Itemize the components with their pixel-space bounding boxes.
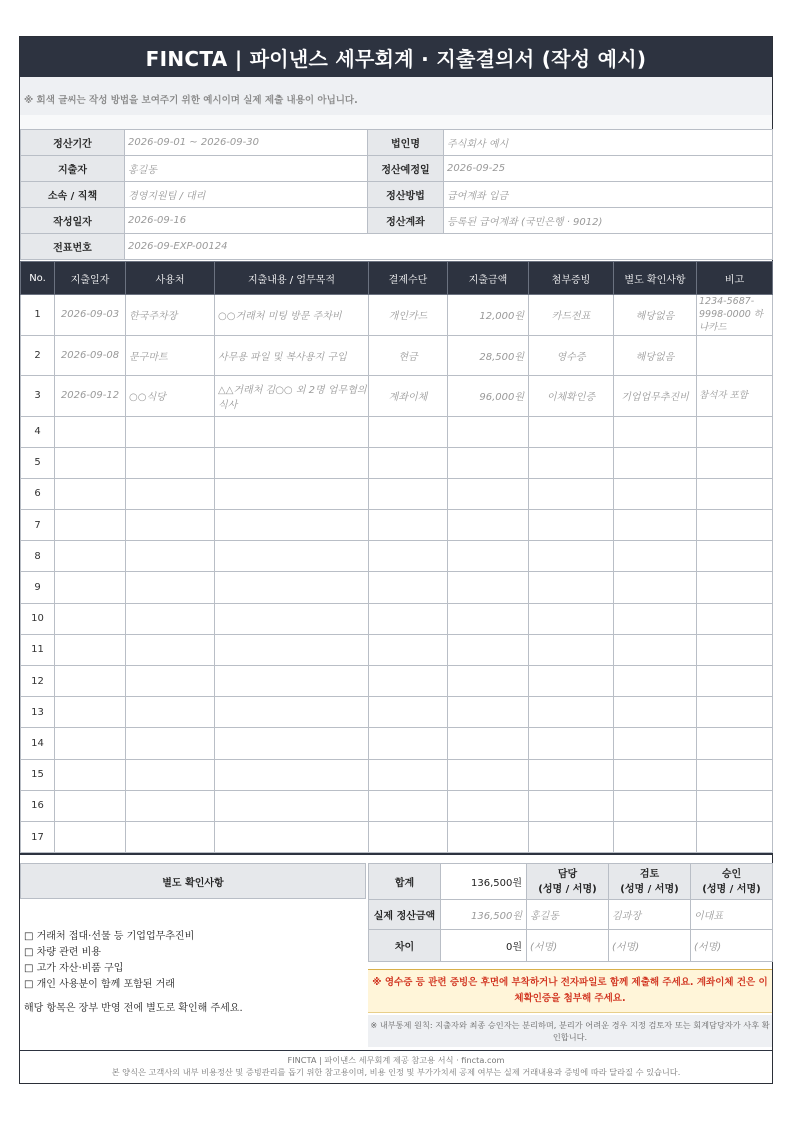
row-number: 11: [21, 634, 55, 665]
table-header-row: [21, 262, 773, 295]
voucher-label: 전표번호: [21, 234, 125, 260]
row-place[interactable]: [126, 510, 215, 541]
confirm-heading: 별도 확인사항: [20, 863, 366, 899]
diff-value: 0원: [441, 930, 527, 962]
row-amount[interactable]: [448, 728, 529, 759]
sign-name-staff[interactable]: 홍길동: [527, 900, 609, 930]
row-date[interactable]: 2026-09-08: [55, 335, 126, 376]
row-date[interactable]: 2026-09-03: [55, 295, 126, 336]
row-place[interactable]: 문구마트: [126, 335, 215, 376]
row-note[interactable]: 참석자 포함: [697, 376, 773, 417]
row-date[interactable]: [55, 821, 126, 852]
table-row: [21, 697, 773, 728]
row-check[interactable]: [614, 634, 697, 665]
row-note[interactable]: [697, 541, 773, 572]
row-place[interactable]: [126, 697, 215, 728]
row-pay[interactable]: 현금: [369, 335, 448, 376]
row-check[interactable]: [614, 666, 697, 697]
row-proof[interactable]: [529, 821, 614, 852]
row-note[interactable]: [697, 821, 773, 852]
row-place[interactable]: [126, 572, 215, 603]
row-proof[interactable]: [529, 541, 614, 572]
row-pay[interactable]: [369, 416, 448, 447]
row-check[interactable]: [614, 447, 697, 478]
row-date[interactable]: [55, 728, 126, 759]
row-number: 2: [21, 335, 55, 376]
settle-date-field[interactable]: 2026-09-25: [444, 156, 773, 182]
sign-field-approve[interactable]: (서명): [691, 930, 773, 962]
row-number: 4: [21, 416, 55, 447]
col-header-no: No.: [21, 262, 55, 295]
row-proof[interactable]: 영수증: [529, 335, 614, 376]
table-row: [21, 478, 773, 509]
row-check[interactable]: [614, 790, 697, 821]
row-desc[interactable]: [215, 416, 369, 447]
info-table: [20, 129, 773, 260]
row-note[interactable]: [697, 697, 773, 728]
spender-field[interactable]: 홍길동: [125, 156, 368, 182]
row-number: 7: [21, 510, 55, 541]
account-field[interactable]: 등록된 급여계좌 (국민은행 · 9012): [444, 208, 773, 234]
settle-date-label: 정산예정일: [368, 156, 444, 182]
row-check[interactable]: [614, 759, 697, 790]
row-note[interactable]: [697, 790, 773, 821]
row-number: 3: [21, 376, 55, 417]
row-pay[interactable]: [369, 790, 448, 821]
col-header-pay: 결제수단: [369, 262, 448, 295]
row-amount[interactable]: [448, 447, 529, 478]
row-place[interactable]: [126, 447, 215, 478]
footer-disclaimer: 본 양식은 고객사의 내부 비용정산 및 증빙관리를 돕기 위한 참고용이며, 비용 인정 및 부가가치세 공제 여부는 실제 거래내용과 증빙에 따라 달라질 수 있습니다.: [111, 1067, 681, 1077]
row-date[interactable]: [55, 790, 126, 821]
page-footer: [20, 1050, 772, 1083]
row-pay[interactable]: [369, 666, 448, 697]
row-date[interactable]: [55, 572, 126, 603]
row-proof[interactable]: [529, 447, 614, 478]
sign-name-review[interactable]: 김과장: [609, 900, 691, 930]
row-check[interactable]: 기업업무추진비: [614, 376, 697, 417]
actual-label: 실제 정산금액: [369, 900, 441, 930]
col-header-amount: 지출금액: [448, 262, 529, 295]
row-date[interactable]: [55, 447, 126, 478]
row-number: 13: [21, 697, 55, 728]
diff-label: 차이: [369, 930, 441, 962]
dept-field[interactable]: 경영지원팀 / 대리: [125, 182, 368, 208]
row-desc[interactable]: [215, 666, 369, 697]
row-note[interactable]: [697, 634, 773, 665]
row-amount[interactable]: [448, 666, 529, 697]
row-desc[interactable]: [215, 634, 369, 665]
confirm-item-personal[interactable]: □ 개인 사용분이 함께 포함된 거래: [24, 979, 175, 990]
row-amount[interactable]: 28,500원: [448, 335, 529, 376]
row-desc[interactable]: [215, 510, 369, 541]
row-number: 15: [21, 759, 55, 790]
row-note[interactable]: [697, 335, 773, 376]
row-check[interactable]: [614, 603, 697, 634]
internal-control-note: ※ 내부통제 원칙: 지출자와 최종 승인자는 분리하며, 분리가 어려운 경우 지정 검토자 또는 회계담당자가 사후 확인합니다.: [368, 1015, 772, 1047]
row-desc[interactable]: [215, 697, 369, 728]
written-field[interactable]: 2026-09-16: [125, 208, 368, 234]
row-desc[interactable]: [215, 478, 369, 509]
row-number: 12: [21, 666, 55, 697]
row-desc[interactable]: [215, 541, 369, 572]
row-pay[interactable]: [369, 821, 448, 852]
sign-field-staff[interactable]: (서명): [527, 930, 609, 962]
row-amount[interactable]: [448, 821, 529, 852]
row-note[interactable]: [697, 572, 773, 603]
row-proof[interactable]: [529, 697, 614, 728]
sign-sub-approve: (성명 / 서명): [702, 883, 761, 895]
row-number: 14: [21, 728, 55, 759]
row-proof[interactable]: [529, 759, 614, 790]
row-place[interactable]: [126, 666, 215, 697]
row-date[interactable]: [55, 666, 126, 697]
table-row: [21, 572, 773, 603]
row-proof[interactable]: [529, 572, 614, 603]
row-check[interactable]: [614, 510, 697, 541]
row-desc[interactable]: ○○거래처 미팅 방문 주차비: [215, 295, 369, 336]
row-proof[interactable]: [529, 666, 614, 697]
row-proof[interactable]: [529, 478, 614, 509]
row-proof[interactable]: [529, 603, 614, 634]
col-header-date: 지출일자: [55, 262, 126, 295]
row-number: 10: [21, 603, 55, 634]
expense-form: [19, 36, 773, 1084]
row-amount[interactable]: [448, 697, 529, 728]
table-row: [21, 447, 773, 478]
sum-value: 136,500원: [441, 864, 527, 900]
row-place[interactable]: [126, 541, 215, 572]
method-label: 정산방법: [368, 182, 444, 208]
row-number: 6: [21, 478, 55, 509]
table-row: [21, 335, 773, 376]
sign-header-staff: [527, 864, 609, 900]
sign-name-approve[interactable]: 이대표: [691, 900, 773, 930]
table-row: [21, 759, 773, 790]
sign-header-review: [609, 864, 691, 900]
actual-value[interactable]: 136,500원: [441, 900, 527, 930]
row-note[interactable]: [697, 666, 773, 697]
corp-field[interactable]: 주식회사 예시: [444, 130, 773, 156]
row-amount[interactable]: [448, 416, 529, 447]
row-pay[interactable]: [369, 697, 448, 728]
table-row: [21, 821, 773, 852]
row-place[interactable]: [126, 478, 215, 509]
spender-label: 지출자: [21, 156, 125, 182]
confirm-item-asset[interactable]: □ 고가 자산·비품 구입: [24, 963, 124, 974]
row-amount[interactable]: [448, 634, 529, 665]
row-place[interactable]: [126, 759, 215, 790]
row-amount[interactable]: [448, 603, 529, 634]
row-proof[interactable]: [529, 790, 614, 821]
confirm-footnote: 해당 항목은 장부 반영 전에 별도로 확인해 주세요.: [24, 1003, 243, 1014]
col-header-check: 별도 확인사항: [614, 262, 697, 295]
section-divider: [20, 853, 772, 863]
row-check[interactable]: 해당없음: [614, 295, 697, 336]
sign-title-staff: 담당: [557, 868, 578, 880]
sign-sub-review: (성명 / 서명): [620, 883, 679, 895]
row-desc[interactable]: [215, 790, 369, 821]
voucher-field[interactable]: 2026-09-EXP-00124: [125, 234, 773, 260]
sign-sub-staff: (성명 / 서명): [538, 883, 597, 895]
corp-label: 법인명: [368, 130, 444, 156]
row-desc[interactable]: [215, 603, 369, 634]
row-amount[interactable]: [448, 790, 529, 821]
row-pay[interactable]: [369, 447, 448, 478]
confirm-item-entertainment[interactable]: □ 거래처 접대·선물 등 기업업무추진비: [24, 931, 195, 942]
row-pay[interactable]: [369, 572, 448, 603]
row-date[interactable]: [55, 634, 126, 665]
sign-title-approve: 승인: [721, 868, 742, 880]
row-date[interactable]: [55, 478, 126, 509]
row-pay[interactable]: [369, 478, 448, 509]
row-amount[interactable]: [448, 759, 529, 790]
row-note[interactable]: [697, 478, 773, 509]
row-note[interactable]: [697, 759, 773, 790]
row-check[interactable]: [614, 572, 697, 603]
row-check[interactable]: [614, 416, 697, 447]
sample-notice: ※ 회색 글씨는 작성 방법을 보여주기 위한 예시이며 실제 제출 내용이 아닙니다.: [20, 77, 772, 115]
row-place[interactable]: ○○식당: [126, 376, 215, 417]
row-number: 16: [21, 790, 55, 821]
table-row: [21, 634, 773, 665]
attachment-warning: ※ 영수증 등 관련 증빙은 후면에 부착하거나 전자파일로 함께 제출해 주세요. 계좌이체 건은 이체확인증을 첨부해 주세요.: [368, 969, 772, 1013]
row-check[interactable]: [614, 541, 697, 572]
row-place[interactable]: [126, 416, 215, 447]
row-number: 9: [21, 572, 55, 603]
table-row: [21, 728, 773, 759]
row-desc[interactable]: [215, 821, 369, 852]
table-row: [21, 666, 773, 697]
table-row: [21, 790, 773, 821]
row-check[interactable]: [614, 478, 697, 509]
sign-field-review[interactable]: (서명): [609, 930, 691, 962]
account-label: 정산계좌: [368, 208, 444, 234]
sum-label: 합계: [369, 864, 441, 900]
row-proof[interactable]: [529, 416, 614, 447]
table-row: [21, 295, 773, 336]
table-row: [21, 376, 773, 417]
row-date[interactable]: [55, 697, 126, 728]
col-header-proof: 첨부증빙: [529, 262, 614, 295]
row-proof[interactable]: 카드전표: [529, 295, 614, 336]
row-desc[interactable]: 사무용 파일 및 복사용지 구입: [215, 335, 369, 376]
table-row: [21, 416, 773, 447]
row-amount[interactable]: [448, 541, 529, 572]
period-field[interactable]: 2026-09-01 ~ 2026-09-30: [125, 130, 368, 156]
row-date[interactable]: [55, 759, 126, 790]
row-amount[interactable]: [448, 572, 529, 603]
footer-brand: FINCTA | 파이낸스 세무회계 제공 참고용 서식 · fincta.com: [287, 1055, 505, 1065]
row-pay[interactable]: 계좌이체: [369, 376, 448, 417]
confirm-item-vehicle[interactable]: □ 차량 관련 비용: [24, 947, 101, 958]
row-desc[interactable]: [215, 728, 369, 759]
row-check[interactable]: 해당없음: [614, 335, 697, 376]
row-proof[interactable]: 이체확인증: [529, 376, 614, 417]
row-amount[interactable]: 96,000원: [448, 376, 529, 417]
sign-header-approve: [691, 864, 773, 900]
row-place[interactable]: [126, 728, 215, 759]
table-row: [21, 603, 773, 634]
row-desc[interactable]: △△거래처 김○○ 외 2명 업무협의 식사: [215, 376, 369, 417]
row-place[interactable]: 한국주차장: [126, 295, 215, 336]
row-place[interactable]: [126, 634, 215, 665]
row-date[interactable]: [55, 416, 126, 447]
row-pay[interactable]: 개인카드: [369, 295, 448, 336]
row-pay[interactable]: [369, 634, 448, 665]
row-check[interactable]: [614, 697, 697, 728]
row-note[interactable]: [697, 728, 773, 759]
row-place[interactable]: [126, 603, 215, 634]
row-desc[interactable]: [215, 759, 369, 790]
table-row: [21, 541, 773, 572]
form-title: FINCTA | 파이낸스 세무회계 · 지출결의서 (작성 예시): [20, 37, 772, 77]
row-desc[interactable]: [215, 447, 369, 478]
row-date[interactable]: [55, 603, 126, 634]
method-field[interactable]: 급여계좌 입금: [444, 182, 773, 208]
totals-table: [368, 863, 773, 962]
row-pay[interactable]: [369, 759, 448, 790]
row-pay[interactable]: [369, 603, 448, 634]
row-proof[interactable]: [529, 634, 614, 665]
row-pay[interactable]: [369, 510, 448, 541]
row-note[interactable]: [697, 416, 773, 447]
row-date[interactable]: 2026-09-12: [55, 376, 126, 417]
col-header-note: 비고: [697, 262, 773, 295]
row-pay[interactable]: [369, 541, 448, 572]
row-check[interactable]: [614, 821, 697, 852]
row-number: 8: [21, 541, 55, 572]
spacer: [20, 115, 772, 129]
row-number: 5: [21, 447, 55, 478]
row-note[interactable]: [697, 447, 773, 478]
row-check[interactable]: [614, 728, 697, 759]
row-date[interactable]: [55, 541, 126, 572]
row-amount[interactable]: [448, 478, 529, 509]
col-header-place: 사용처: [126, 262, 215, 295]
expense-table: [20, 261, 773, 853]
row-place[interactable]: [126, 790, 215, 821]
row-desc[interactable]: [215, 572, 369, 603]
row-number: 17: [21, 821, 55, 852]
row-date[interactable]: [55, 510, 126, 541]
row-amount[interactable]: 12,000원: [448, 295, 529, 336]
sign-title-review: 검토: [639, 868, 660, 880]
table-row: [21, 510, 773, 541]
row-proof[interactable]: [529, 728, 614, 759]
row-number: 1: [21, 295, 55, 336]
row-note[interactable]: [697, 603, 773, 634]
confirm-list: [24, 929, 364, 1017]
row-note[interactable]: [697, 510, 773, 541]
row-amount[interactable]: [448, 510, 529, 541]
written-label: 작성일자: [21, 208, 125, 234]
period-label: 정산기간: [21, 130, 125, 156]
dept-label: 소속 / 직책: [21, 182, 125, 208]
row-note[interactable]: 1234-5687-9998-0000 하나카드: [697, 295, 773, 336]
col-header-desc: 지출내용 / 업무목적: [215, 262, 369, 295]
row-pay[interactable]: [369, 728, 448, 759]
row-place[interactable]: [126, 821, 215, 852]
row-proof[interactable]: [529, 510, 614, 541]
